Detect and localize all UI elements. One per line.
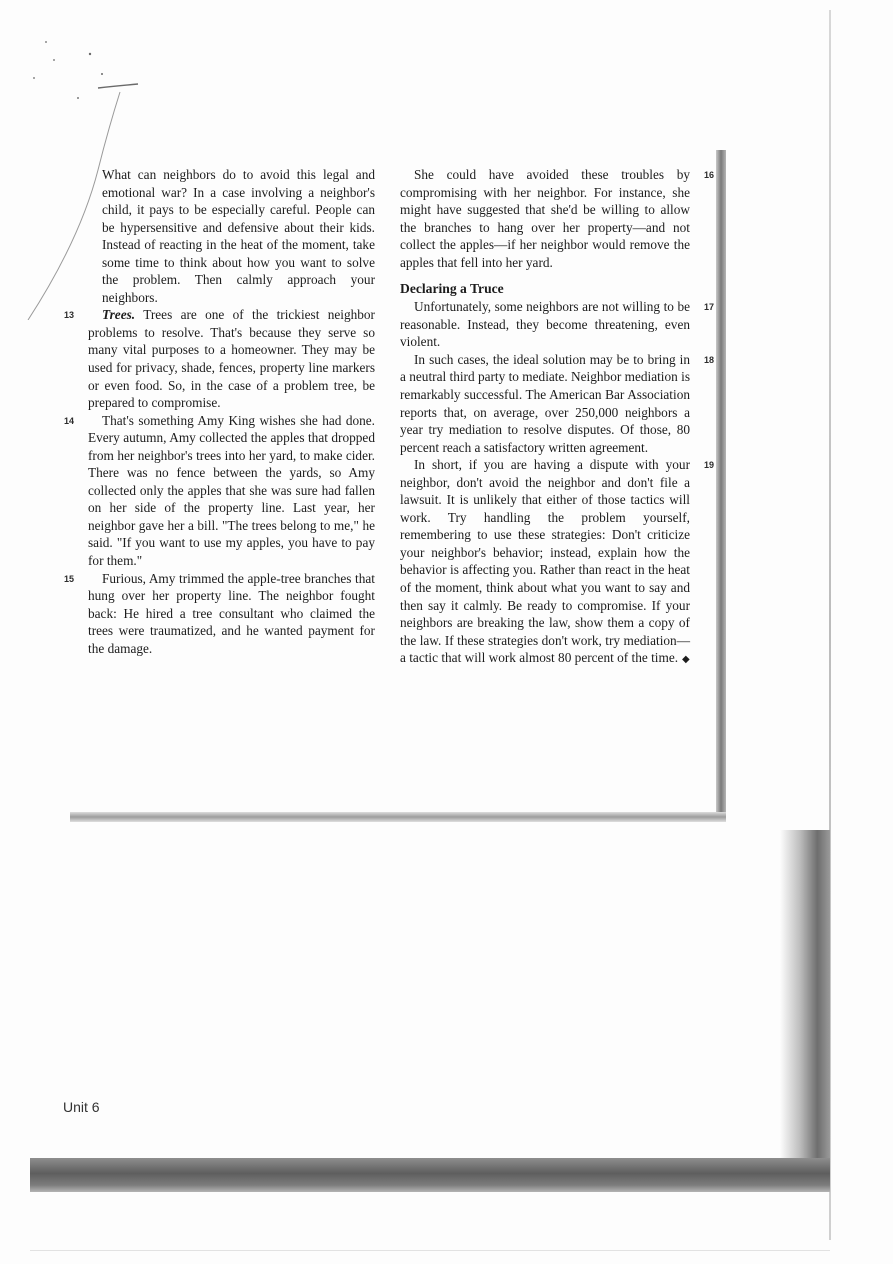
paragraph-text: That's something Amy King wishes she had done. Every autumn, Amy collected the apples that dropped from her neighbor's trees into her yard, to make cider. There was no fence between the yards, so Amy collected only the apples that she was sure had fallen on her side of the property line. Last year, her neighbor gave her a bill. "The trees belong to me," he said. "If you want to use my apples, you have to pay for them." bbox=[88, 412, 375, 569]
paragraph-13 bbox=[64, 306, 375, 411]
end-of-article-mark: ◆ bbox=[682, 654, 690, 666]
section-heading: Declaring a Truce bbox=[400, 281, 504, 297]
scan-bottom-band bbox=[30, 1158, 830, 1192]
paragraph-text: Unfortunately, some neighbors are not willing to be reasonable. Instead, they become threatening, even violent. bbox=[400, 299, 690, 350]
paragraph-14 bbox=[64, 412, 375, 570]
paragraph-text: She could have avoided these troubles by compromising with her neighbor. For instance, she might have suggested that she'd be willing to allow the branches to hang over her property—and not collect the apples—if her neighbor would remove the apples that fell into her yard. bbox=[400, 167, 690, 270]
paragraph-15 bbox=[64, 570, 375, 658]
paragraph-number: 18 bbox=[703, 354, 714, 365]
scan-bottom-line bbox=[30, 1250, 830, 1251]
paragraph-text: Furious, Amy trimmed the apple-tree branches that hung over her property line. The neighbor fought back: He hired a tree consultant who claimed the trees were traumatized, and he wanted payment for the damage. bbox=[88, 570, 375, 656]
paragraph-16 bbox=[400, 166, 714, 271]
paragraph-text: In short, if you are having a dispute with your neighbor, don't avoid the neighbor and don't file a lawsuit. It is unlikely that either of those tactics will work. Try handling the problem yourself, remembering to use these strategies: Don't criticize your neighbor's behavior; instead, explain how the behavior is affecting you. Rather than react in the heat of the moment, think about what you want to say and then say it calmly. Be ready to compromise. If your neighbors are breaking the law, show them a copy of the law. If these strategies don't work, try mediation—a tactic that will work almost 80 percent of the time. bbox=[400, 457, 690, 666]
paragraph-19 bbox=[400, 456, 714, 669]
paragraph-number: 17 bbox=[703, 302, 714, 313]
run-in-heading: Trees. bbox=[102, 307, 136, 323]
paragraph-number: 16 bbox=[703, 170, 714, 180]
intro-paragraph: What can neighbors do to avoid this legal and emotional war? In a case involving a neighbor's child, it pays to be especially careful. People can be hypersensitive and defensive about their kids. Instead of reacting in the heat of the moment, take some time to think about how you want to solve the problem. Then calmly approach your neighbors. bbox=[102, 167, 375, 305]
paragraph-18 bbox=[400, 351, 714, 456]
paragraph-17 bbox=[400, 298, 714, 351]
scan-right-shadow bbox=[780, 830, 830, 1190]
paragraph-number: 15 bbox=[64, 573, 75, 584]
paragraph-number: 14 bbox=[64, 415, 75, 426]
paragraph-number: 13 bbox=[64, 310, 75, 321]
paragraph-text: Trees are one of the trickiest neighbor problems to resolve. That's because they serve so many vital purposes to a homeowner. They may be used for privacy, shade, fences, property line markers or even food. So, in the case of a problem tree, be prepared to compromise. bbox=[88, 307, 375, 411]
left-column bbox=[64, 166, 375, 657]
paragraph-text: In such cases, the ideal solution may be to bring in a neutral third party to mediate. Neighbor mediation is remarkably successful. The American Bar Association reports that, on average, over 250,000 neighbors a year try mediation to resolve disputes. Of those, 80 percent reach a satisfactory written agreement. bbox=[400, 351, 690, 455]
unit-label: Unit 6 bbox=[63, 1099, 100, 1115]
scan-content-bottom-shadow bbox=[70, 812, 726, 822]
scan-column-shadow bbox=[716, 150, 726, 822]
paragraph-number: 19 bbox=[703, 460, 714, 471]
right-column bbox=[400, 166, 714, 669]
